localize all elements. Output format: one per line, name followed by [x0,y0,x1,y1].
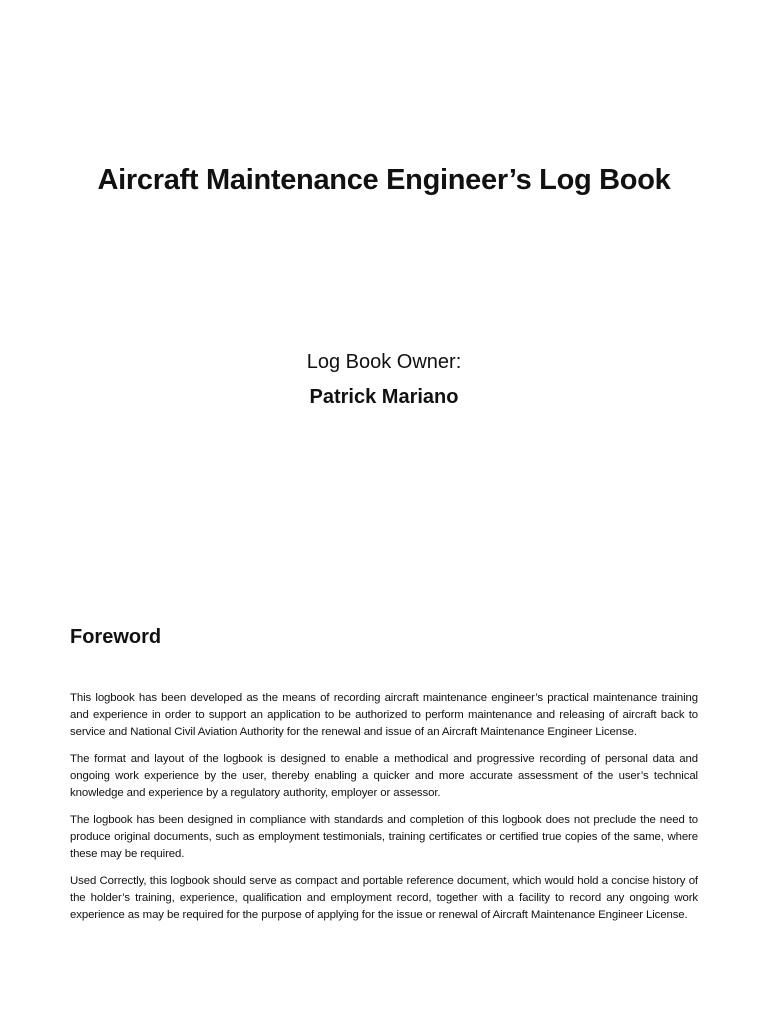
owner-name: Patrick Mariano [309,386,459,408]
owner-label: Log Book Owner: [306,351,462,373]
document-title: Aircraft Maintenance Engineer’s Log Book [97,164,671,196]
foreword-heading: Foreword [70,626,162,648]
foreword-paragraph-3: The logbook has been designed in compliance with standards and completion of this logbook does not preclude the need to produce original documents, such as employment testimonials, training certificates or certified true copies of the same, where these may be required. [70,814,698,860]
foreword-body [70,690,698,934]
foreword-paragraph-1: This logbook has been developed as the means of recording aircraft maintenance engineer’s practical maintenance training and experience in order to support an application to be authorized to perform maintenance and releasing of aircraft back to service and National Civil Aviation Authority for the renewal and issue of an Aircraft Maintenance Engineer License. [70,692,698,738]
foreword-paragraph-4: Used Correctly, this logbook should serve as compact and portable reference document, which would hold a concise history of the holder’s training, experience, qualification and employment record, together with a facility to record any ongoing work experience as may be required for the purpose of applying for the issue or renewal of Aircraft Maintenance Engineer License. [70,875,698,921]
foreword-paragraph-2: The format and layout of the logbook is designed to enable a methodical and progressive recording of personal data and ongoing work experience by the user, thereby enabling a quicker and more accurate assessment of the user’s technical knowledge and experience by a regulatory authority, employer or assessor. [70,753,698,799]
